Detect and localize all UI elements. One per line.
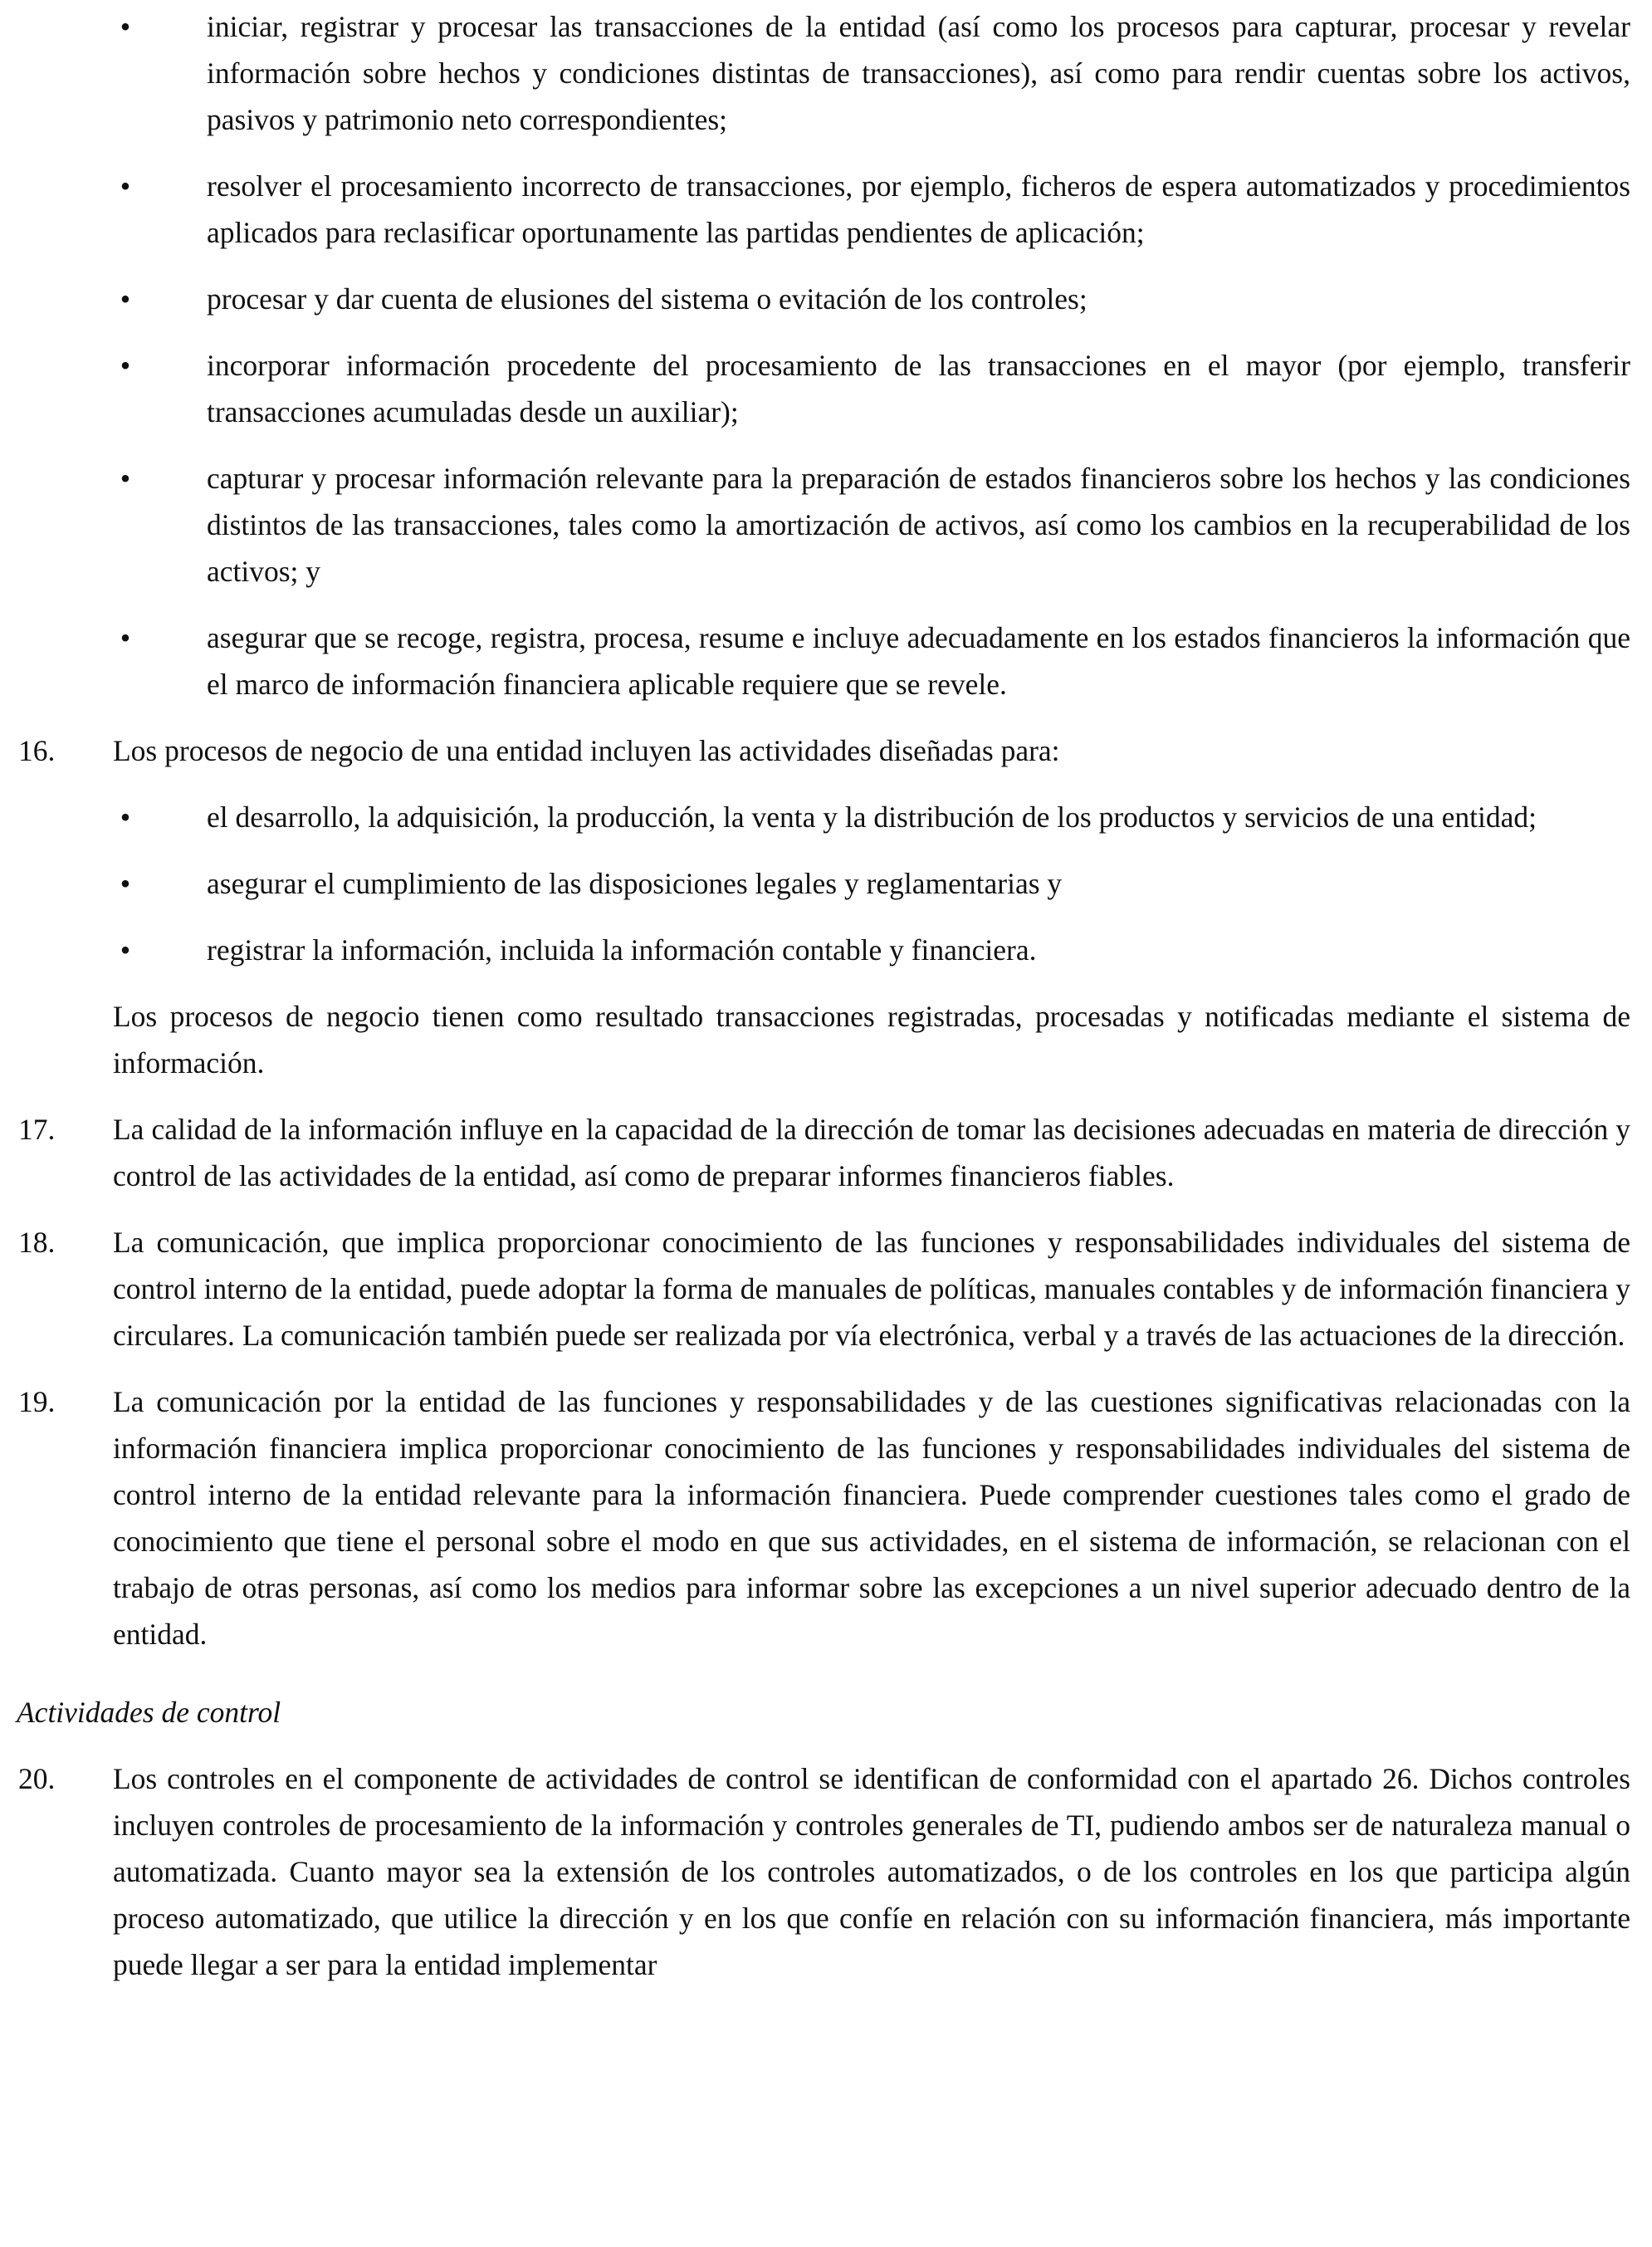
- bullet-item: [120, 455, 1630, 595]
- bullet-mark: •: [120, 10, 131, 43]
- paragraph-text: Los procesos de negocio tienen como resultado transacciones registradas, procesadas y notificadas mediante el sistema de información.: [113, 1000, 1630, 1079]
- bullet-mark: •: [120, 282, 131, 316]
- bullet-text: capturar y procesar información relevante para la preparación de estados financieros sobre los hechos y las condiciones distintos de las transacciones, tales como la amortización de activos, así como los cambios en la recuperabilidad de los activos; y: [207, 462, 1630, 588]
- bullet-item: [120, 794, 1630, 840]
- bullet-text: incorporar información procedente del procesamiento de las transacciones en el mayor (por ejemplo, transferir transacciones acumuladas desde un auxiliar);: [207, 349, 1630, 428]
- bullet-text: resolver el procesamiento incorrecto de transacciones, por ejemplo, ficheros de espera automatizados y procedimientos aplicados para reclasificar oportunamente las partidas pendientes de aplicación;: [207, 169, 1630, 249]
- bullet-text: procesar y dar cuenta de elusiones del sistema o evitación de los controles;: [207, 282, 1087, 316]
- bullet-text: asegurar que se recoge, registra, procesa, resume e incluye adecuadamente en los estados financieros la información que el marco de información financiera aplicable requiere que se revele.: [207, 621, 1630, 701]
- paragraph-number: 18.: [18, 1226, 56, 1259]
- paragraph-16-closing: [113, 993, 1630, 1086]
- bullet-item: [120, 927, 1630, 973]
- bullet-item: [120, 614, 1630, 707]
- paragraph-text: La comunicación, que implica proporcionar conocimiento de las funciones y responsabilidades individuales del sistema de control interno de la entidad, puede adoptar la forma de manuales de políticas, manuales contables y de información financiera y circulares. La comunicación también puede ser realizada por vía electrónica, verbal y a través de las actuaciones de la dirección.: [113, 1226, 1630, 1352]
- paragraph-number: 16.: [18, 734, 56, 767]
- paragraph-19: [18, 1378, 1630, 1657]
- bullet-mark: •: [120, 462, 131, 495]
- paragraph-20: [18, 1755, 1630, 1988]
- bullet-item: [120, 276, 1630, 322]
- bullet-item: [120, 860, 1630, 907]
- bullet-mark: •: [120, 800, 131, 834]
- bullet-text: registrar la información, incluida la información contable y financiera.: [207, 933, 1037, 967]
- paragraph-number: 19.: [18, 1385, 56, 1418]
- bullet-mark: •: [120, 349, 131, 382]
- paragraph-number: 17.: [18, 1113, 56, 1146]
- paragraph-18: [18, 1219, 1630, 1358]
- bullet-mark: •: [120, 169, 131, 203]
- bullet-item: [120, 3, 1630, 143]
- bullet-mark: •: [120, 621, 131, 654]
- paragraph-number: 20.: [18, 1762, 56, 1795]
- bullet-mark: •: [120, 867, 131, 900]
- bullet-text: el desarrollo, la adquisición, la producción, la venta y la distribución de los productos y servicios de una entidad;: [207, 800, 1537, 834]
- bullet-text: asegurar el cumplimiento de las disposiciones legales y reglamentarias y: [207, 867, 1063, 900]
- paragraph-text: La comunicación por la entidad de las funciones y responsabilidades y de las cuestiones significativas relacionadas con la información financiera implica proporcionar conocimiento de las funciones y responsabilidades individuales del sistema de control interno de la entidad relevante para la información financiera. Puede comprender cuestiones tales como el grado de conocimiento que tiene el personal sobre el modo en que sus actividades, en el sistema de información, se relacionan con el trabajo de otras personas, así como los medios para informar sobre las excepciones a un nivel superior adecuado dentro de la entidad.: [113, 1385, 1630, 1651]
- paragraph-text: Los procesos de negocio de una entidad incluyen las actividades diseñadas para:: [113, 734, 1060, 767]
- bullet-item: [120, 163, 1630, 256]
- bullet-text: iniciar, registrar y procesar las transacciones de la entidad (así como los procesos para capturar, procesar y revelar información sobre hechos y condiciones distintas de transacciones), así como para rendir cuentas sobre los activos, pasivos y patrimonio neto correspondientes;: [207, 10, 1630, 136]
- section-heading: Actividades de control: [17, 1696, 281, 1729]
- paragraph-text: La calidad de la información influye en la capacidad de la dirección de tomar las decisiones adecuadas en materia de dirección y control de las actividades de la entidad, así como de preparar informes financieros fiables.: [113, 1113, 1630, 1192]
- bullet-mark: •: [120, 933, 131, 967]
- bullet-item: [120, 342, 1630, 435]
- paragraph-17: [18, 1106, 1630, 1199]
- paragraph-text: Los controles en el componente de actividades de control se identifican de conformidad con el apartado 26. Dichos controles incluyen controles de procesamiento de la información y controles generales de TI, pudiendo ambos ser de naturaleza manual o automatizada. Cuanto mayor sea la extensión de los controles automatizados, o de los controles en los que participa algún proceso automatizado, que utilice la dirección y en los que confíe en relación con su información financiera, más importante puede llegar a ser para la entidad implementar: [113, 1762, 1630, 1981]
- paragraph-16: [18, 727, 1630, 774]
